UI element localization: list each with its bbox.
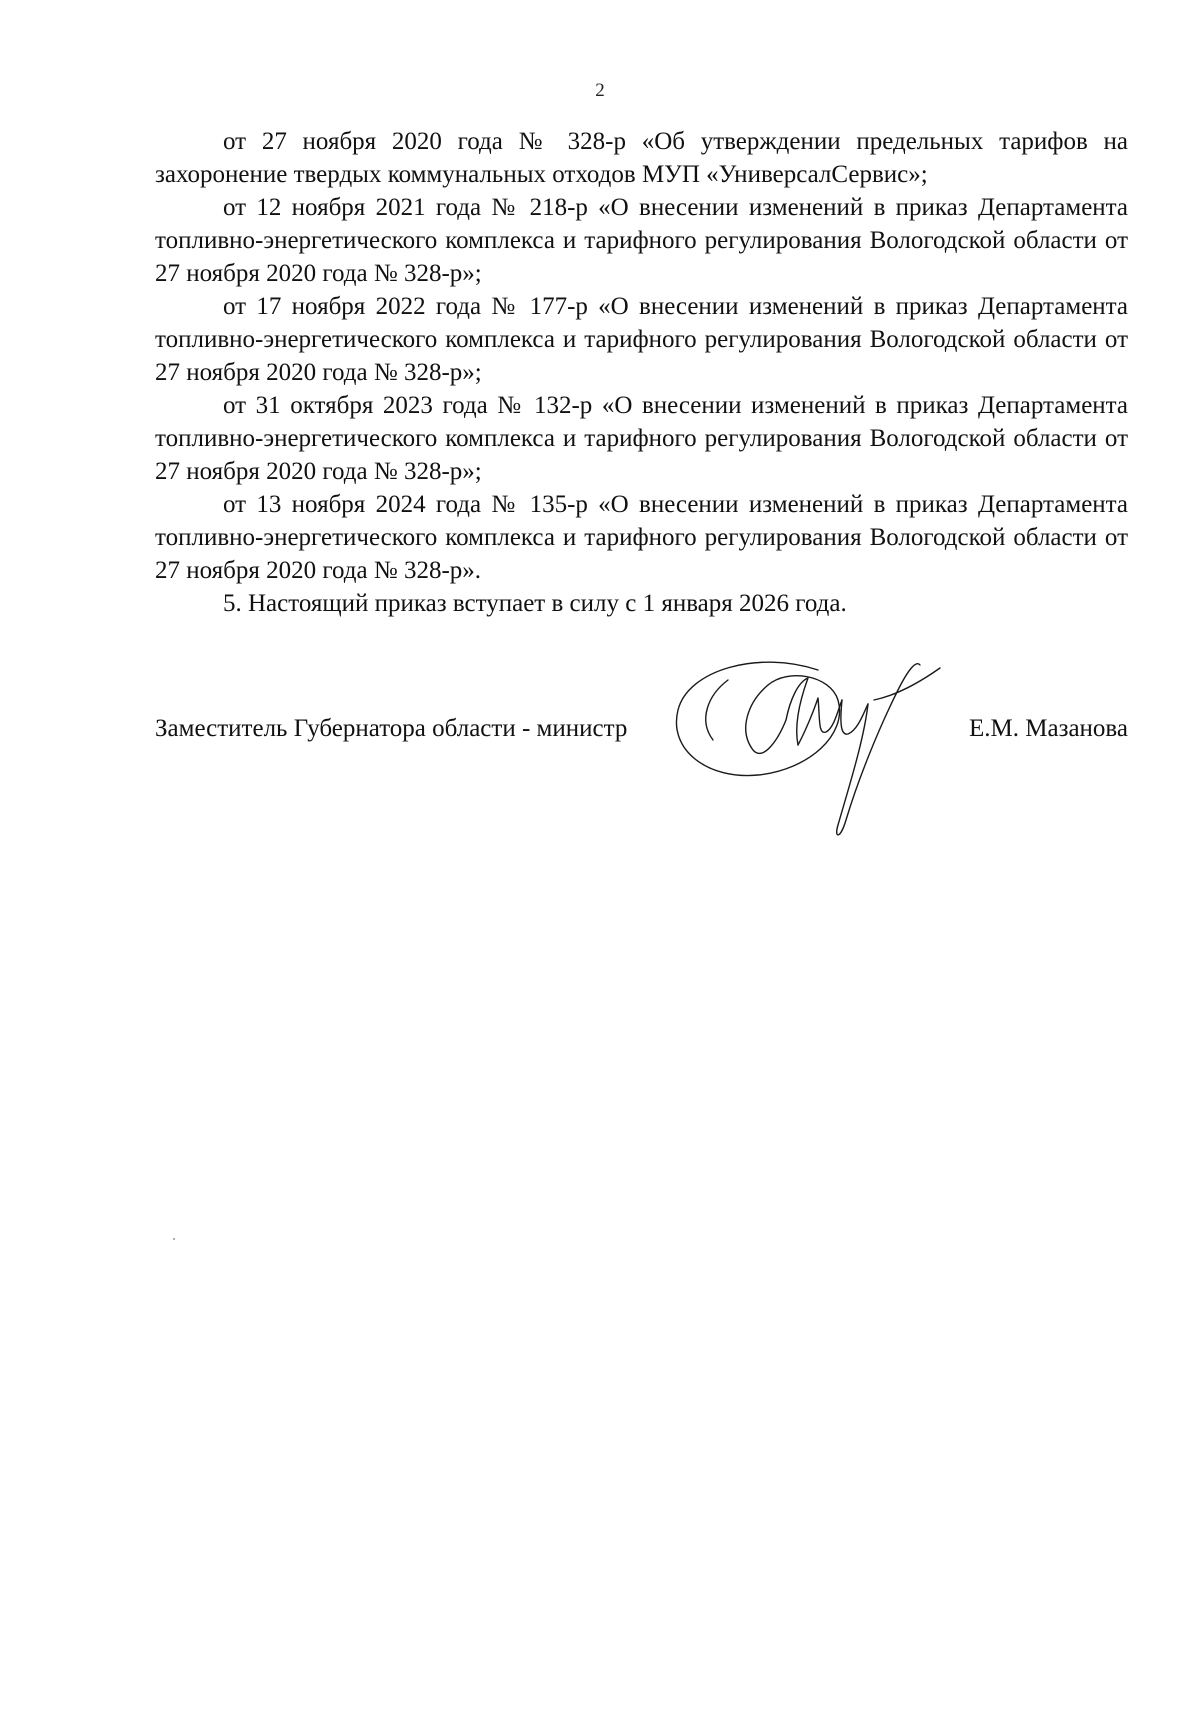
handwritten-signature: [668, 640, 948, 850]
signer-title: Заместитель Губернатора области - министр: [155, 715, 628, 742]
document-body: [155, 125, 1128, 620]
signer-name: Е.М. Мазанова: [969, 715, 1128, 742]
effective-date-clause: 5. Настоящий приказ вступает в силу с 1 января 2026 года.: [223, 590, 847, 617]
scan-speck: [173, 1238, 175, 1240]
signature-block: [155, 712, 1128, 752]
list-item: от 12 ноября 2021 года № 218-р «О внесении изменений в приказ Департамента топливно-энергетического комплекса и тарифного регулирования Вологодской области от 27 ноября 2020 года № 328-р»;: [155, 194, 1128, 287]
list-item: от 31 октября 2023 года № 132-р «О внесении изменений в приказ Департамента топливно-энергетического комплекса и тарифного регулирования Вологодской области от 27 ноября 2020 года № 328-р»;: [155, 392, 1128, 485]
list-item: от 27 ноября 2020 года № 328-р «Об утверждении предельных тарифов на захоронение твердых коммунальных отходов МУП «УниверсалСервис»;: [155, 128, 1128, 188]
list-item: от 17 ноября 2022 года № 177-р «О внесении изменений в приказ Департамента топливно-энергетического комплекса и тарифного регулирования Вологодской области от 27 ноября 2020 года № 328-р»;: [155, 293, 1128, 386]
list-item: от 13 ноября 2024 года № 135-р «О внесении изменений в приказ Департамента топливно-энергетического комплекса и тарифного регулирования Вологодской области от 27 ноября 2020 года № 328-р».: [155, 491, 1128, 584]
page-number: 2: [595, 80, 605, 101]
